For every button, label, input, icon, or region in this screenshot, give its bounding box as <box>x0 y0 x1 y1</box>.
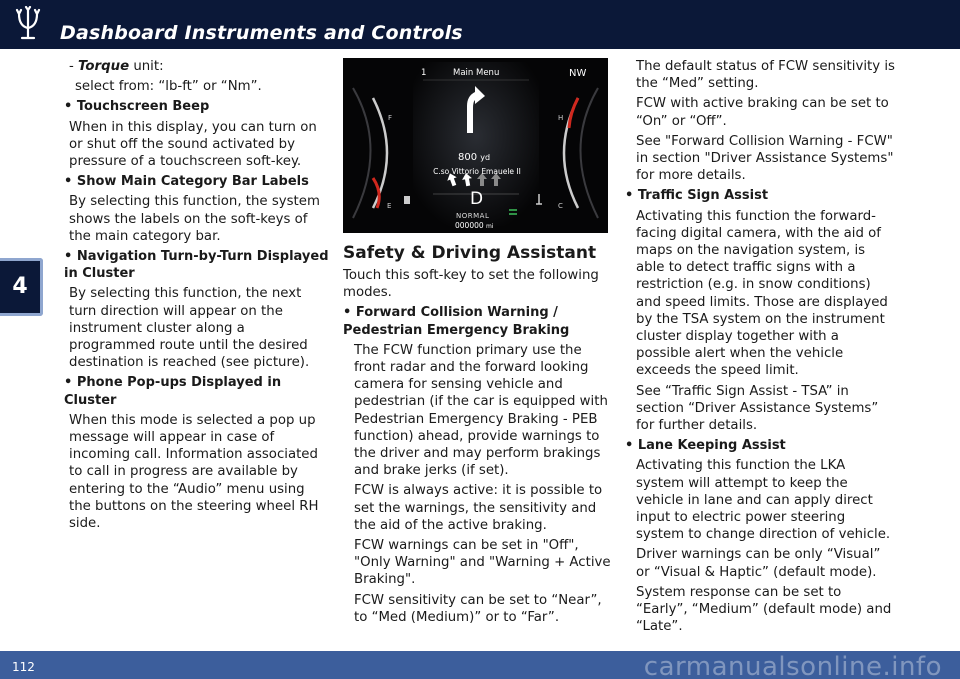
temp-hot-label: H <box>558 114 564 122</box>
fcw-paragraph: FCW sensitivity can be set to “Near”, to “Med (Medium)” or to “Far”. <box>354 592 602 625</box>
item-title-category-labels: • Show Main Category Bar Labels <box>64 174 309 190</box>
item-body-phone-popups: When this mode is selected a pop up message will appear in case of incoming call. Information associated to call in progress are available by entering to the “Audio” menu using the buttons on the steering wheel RH side. <box>69 412 319 532</box>
column-right <box>625 58 897 639</box>
item-title-touchscreen-beep: • Touchscreen Beep <box>64 99 210 115</box>
tsa-paragraph: See “Traffic Sign Assist - TSA” in section “Driver Assistance Systems” for further details. <box>636 383 879 434</box>
torque-line: - Torque unit: <box>69 59 164 74</box>
tsa-paragraph: Activating this function the forward-facing digital camera, with the aid of maps on the navigation system, is able to detect traffic signs with a restriction (e.g. in snow conditions) and speed limits. Those are displayed by the TSA system on the instrument cluster display together with a possible alert when the vehicle exceeds the speed limit. <box>636 208 888 379</box>
instrument-cluster-image <box>343 58 608 233</box>
fcw-paragraph: The FCW function primary use the front radar and the forward looking camera for sensing vehicle and pedestrian (if the car is equipped with Pedestrian Emergency Braking - PEB function) ahead, provide warnings to the driver and may perform brakings and brake jerks (if set). <box>354 342 608 479</box>
cluster-menu-label: Main Menu <box>453 68 500 78</box>
fcw-paragraph: FCW warnings can be set in "Off", "Only Warning" and "Warning + Active Braking". <box>354 538 611 588</box>
chapter-tab[interactable] <box>0 258 43 316</box>
fcw-paragraph: See "Forward Collision Warning - FCW" in section "Driver Assistance Systems" for more details. <box>636 133 894 184</box>
torque-options: select from: “lb-ft” or “Nm”. <box>75 79 262 95</box>
item-body-touchscreen-beep: When in this display, you can turn on or shut off the sound activated by pressure of a touchscreen soft-key. <box>69 119 317 170</box>
item-title-fcw: • Forward Collision Warning / Pedestrian Emergency Braking <box>343 305 570 338</box>
fuel-full-label: F <box>388 114 393 122</box>
column-left <box>64 58 329 535</box>
chapter-number: 4 <box>12 274 28 299</box>
page-title: Dashboard Instruments and Controls <box>60 22 463 44</box>
fcw-paragraph: FCW is always active: it is possible to set the warnings, the sensitivity and the aid of the active braking. <box>354 483 603 533</box>
fcw-paragraph: FCW with active braking can be set to “On” or “Off”. <box>636 96 889 129</box>
nav-distance: 800 yd <box>458 152 491 163</box>
lka-paragraph: Driver warnings can be only “Visual” or “Visual & Haptic” (default mode). <box>636 547 881 580</box>
fuel-pump-icon <box>404 196 410 204</box>
section-intro: Touch this soft-key to set the following modes. <box>343 268 599 301</box>
item-title-phone-popups: • Phone Pop-ups Displayed in Cluster <box>64 375 282 408</box>
lka-paragraph: Activating this function the LKA system will attempt to keep the vehicle in lane and can apply direct input to electric power steering system to change direction of vehicle. <box>636 458 891 543</box>
section-title: Safety & Driving Assistant <box>343 243 597 263</box>
item-body-turn-by-turn: By selecting this function, the next turn direction will appear on the instrument cluster along a programmed route until the desired destination is reached (see picture). <box>69 286 310 371</box>
compass-heading: NW <box>569 68 587 79</box>
item-title-turn-by-turn: • Navigation Turn-by-Turn Displayed in Cluster <box>64 249 329 282</box>
temp-cold-label: C <box>558 202 563 210</box>
trident-logo-icon <box>10 6 46 42</box>
item-title-lka: • Lane Keeping Assist <box>625 438 786 454</box>
odometer: 000000 mi <box>455 221 494 230</box>
torque-label: Torque <box>78 59 130 74</box>
lka-paragraph: System response can be set to “Early”, “Medium” (default mode) and “Late”. <box>636 584 892 635</box>
column-middle <box>343 58 613 629</box>
fcw-paragraph: The default status of FCW sensitivity is the “Med” setting. <box>636 59 895 92</box>
page-number: 112 <box>12 660 35 674</box>
watermark: carmanualsonline.info <box>643 652 942 679</box>
nav-street: C.so Vittorio Emauele II <box>433 167 521 176</box>
page-footer <box>0 651 960 679</box>
gear-indicator: D <box>470 189 484 209</box>
drive-mode: NORMAL <box>456 212 490 220</box>
page-header <box>0 0 960 49</box>
item-body-category-labels: By selecting this function, the system shows the labels on the soft-keys of the main category bar. <box>69 194 320 244</box>
item-title-tsa: • Traffic Sign Assist <box>625 188 769 204</box>
fuel-empty-label: E <box>387 202 392 210</box>
menu-count: 1 <box>421 68 427 78</box>
